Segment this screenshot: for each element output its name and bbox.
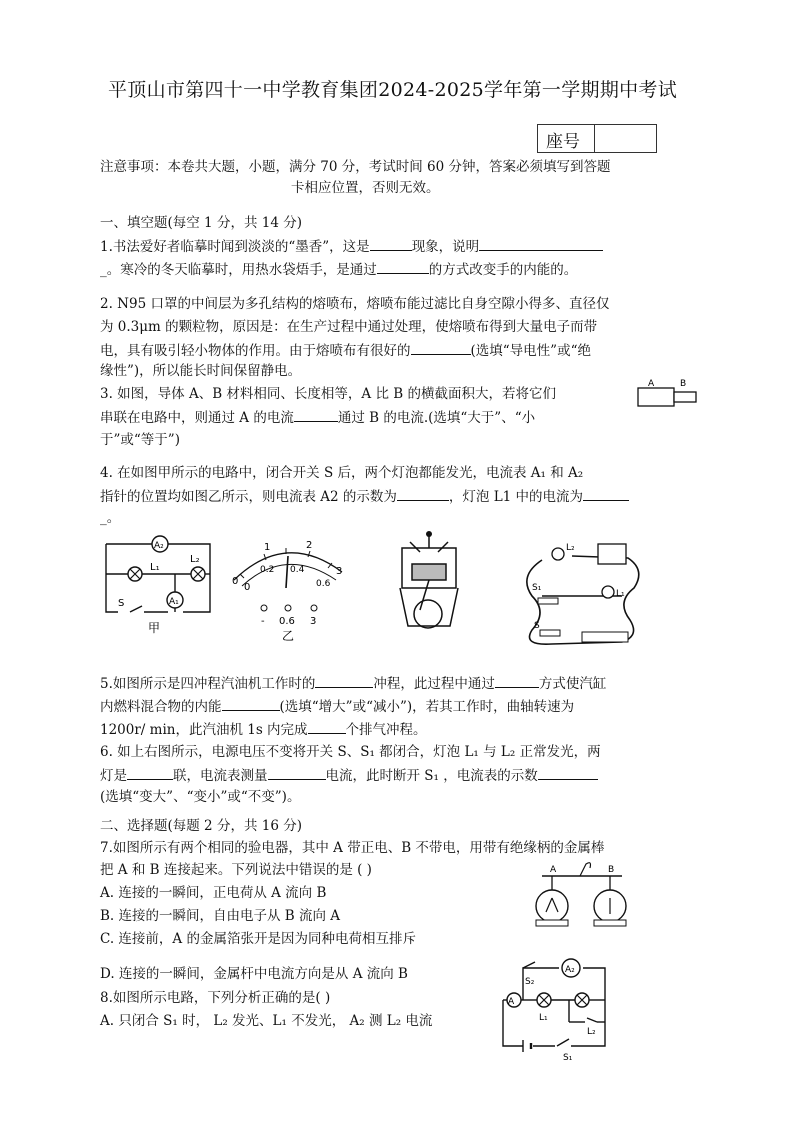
q5-blank-4[interactable]	[308, 719, 346, 734]
figure-yi-caption: 乙	[282, 629, 295, 642]
terminal-06	[285, 605, 291, 611]
real-s-label: S	[534, 621, 540, 631]
q3-line-2	[100, 407, 535, 428]
q1-blank-2[interactable]	[479, 236, 603, 251]
q6-text-a: 灯是	[100, 768, 127, 784]
q2-line-1: 2. N95 口罩的中间层为多孔结构的熔喷布，熔喷布能过滤比自身空隙小得多、直径仅	[100, 296, 610, 312]
q4-blank-2[interactable]	[583, 486, 629, 501]
q5-blank-3[interactable]	[222, 696, 280, 711]
seat-number-box[interactable]	[537, 124, 657, 153]
ammeter-dial-figure	[224, 530, 354, 642]
ammeter-a2-label: A₂	[154, 541, 164, 551]
q3-blank[interactable]	[294, 407, 338, 422]
q8-l1-label: L₁	[539, 1013, 548, 1023]
dial-bottom-04: 0.4	[290, 565, 305, 575]
q5-text-b: 冲程，此过程中通过	[373, 676, 495, 692]
q8-circuit-figure	[493, 954, 613, 1064]
q6-text-b: 联，电流表测量	[173, 768, 268, 784]
q3-line-1: 3. 如图，导体 A、B 材料相同、长度相等，A 比 B 的横截面积大，若将它们	[100, 386, 556, 402]
q7-option-d[interactable]: D. 连接的一瞬间，金属杆中电流方向是从 A 流向 B	[100, 966, 408, 982]
q5-text-a: 5.如图所示是四冲程汽油机工作时的	[100, 676, 316, 692]
q3-text-b: 通过 B 的电流.(选填“大于”、“小	[337, 410, 536, 426]
dial-top-1: 1	[264, 542, 271, 553]
dial-bottom-0: 0	[244, 582, 251, 593]
conductor-b-label: B	[680, 379, 687, 389]
section2-heading: 二、选择题(每题 2 分，共 16 分)	[100, 818, 302, 834]
q4-line-1: 4. 在如图甲所示的电路中，闭合开关 S 后，两个灯泡都能发光，电流表 A₁ 和 A₂	[100, 465, 584, 481]
notice-line-1: 注意事项：本卷共大题，小题，满分 70 分，考试时间 60 分钟，答案必须填写到答题	[100, 159, 611, 175]
q6-blank-3[interactable]	[538, 765, 598, 780]
q4-line-3: _。	[100, 510, 121, 526]
q1-line-2	[100, 259, 577, 280]
conductor-a-label: A	[648, 379, 655, 389]
q5-text-c: 方式使汽缸	[538, 676, 607, 692]
q2-text-b: (选填“导电性”或“绝	[470, 343, 591, 359]
real-battery	[582, 632, 628, 642]
conductor-b-block	[674, 392, 696, 402]
real-ammeter	[598, 544, 626, 564]
q5-blank-2[interactable]	[495, 673, 539, 688]
terminal-neg	[261, 605, 267, 611]
switch-s-label: S	[118, 598, 125, 609]
q8-s2-label: S₂	[525, 977, 535, 987]
q6-blank-1[interactable]	[127, 765, 173, 780]
circuit-jia-figure	[98, 528, 216, 638]
q3-text-a: 串联在电路中，则通过 A 的电流	[100, 410, 294, 426]
q8-switch-s2	[523, 962, 535, 968]
q7-option-b[interactable]: B. 连接的一瞬间，自由电子从 B 流向 A	[100, 908, 341, 924]
q2-line-4: 缘性”)，所以能长时间保留静电。	[100, 363, 302, 379]
q5-line-2	[100, 696, 574, 717]
ammeter-a1-label: A₁	[169, 597, 179, 607]
q1-line-1	[100, 236, 603, 257]
q1-text-a: 1.书法爱好者临摹时闻到淡淡的“墨香”，这是	[100, 239, 370, 255]
figure-jia-caption: 甲	[148, 621, 161, 635]
exhaust-valve	[438, 542, 448, 552]
q5-line-3	[100, 719, 427, 740]
q4-blank-1[interactable]	[397, 486, 449, 501]
q1-text-d: 的方式改变手的内能的。	[428, 262, 578, 278]
q1-blank-3[interactable]	[377, 259, 429, 274]
terminal-06-label: 0.6	[279, 616, 295, 627]
engine-cylinder-figure	[392, 530, 468, 634]
q5-text-f: 1200r/ min，此汽油机 1s 内完成	[100, 722, 308, 738]
q2-blank[interactable]	[411, 340, 471, 355]
dial-bottom-02: 0.2	[260, 565, 275, 575]
q6-line-2	[100, 765, 598, 786]
q1-text-b: 现象，说明	[411, 239, 480, 255]
notice-line-2: 卡相应位置，否则无效。	[291, 180, 440, 196]
real-l2-label: L₂	[566, 543, 575, 553]
q4-text-b: ，灯泡 L1 中的电流为	[448, 489, 584, 505]
q8-a-label: A	[508, 997, 515, 1007]
q7-option-c[interactable]: C. 连接前，A 的金属箔张开是因为同种电荷相互排斥	[100, 931, 416, 947]
real-l1-label: L₁	[616, 589, 625, 599]
real-circuit-figure	[512, 536, 648, 652]
conductor-ab-figure	[636, 376, 700, 410]
electroscope-a	[536, 890, 568, 922]
real-switch-s1	[538, 598, 558, 604]
q7-option-a[interactable]: A. 连接的一瞬间，正电荷从 A 流向 B	[100, 885, 327, 901]
q1-blank-1[interactable]	[370, 236, 412, 251]
q6-line-1: 6. 如上右图所示，电源电压不变将开关 S、S₁ 都闭合，灯泡 L₁ 与 L₂ 正常发光，两	[100, 744, 601, 760]
q5-text-g: 个排气冲程。	[345, 722, 427, 738]
electroscope-b-label: B	[608, 865, 615, 875]
lamp-l1-label: L₁	[150, 562, 160, 573]
q8-option-a[interactable]: A. 只闭合 S₁ 时， L₂ 发光、L₁ 不发光， A₂ 测 L₂ 电流	[100, 1013, 433, 1029]
q5-blank-1[interactable]	[315, 673, 373, 688]
electroscope-a-label: A	[550, 865, 557, 875]
q6-text-c: 电流，此时断开 S₁ ，电流表的示数	[325, 768, 538, 784]
conductor-a-block	[638, 388, 674, 406]
lamp-l2-label: L₂	[190, 554, 200, 565]
q1-text-c: _。寒冷的冬天临摹时，用热水袋焐手，是通过	[100, 262, 377, 278]
q3-line-3: 于”或“等于”)	[100, 432, 180, 448]
terminal-3-label: 3	[310, 616, 317, 627]
electroscopes-figure	[522, 860, 640, 930]
q6-blank-2[interactable]	[268, 765, 326, 780]
dial-top-2: 2	[306, 540, 313, 551]
insulating-handle	[580, 863, 591, 876]
dial-needle	[286, 556, 288, 588]
dial-top-3: 3	[336, 566, 343, 577]
crankshaft	[414, 600, 442, 628]
intake-valve	[410, 542, 420, 552]
q7-line-1: 7.如图所示有两个相同的验电器，其中 A 带正电、B 不带电，用带有绝缘柄的金属棒	[100, 840, 605, 856]
real-switch-s	[540, 630, 560, 636]
q6-line-3: (选填“变大”、“变小”或“不变”)。	[100, 789, 301, 805]
piston	[412, 564, 446, 580]
seat-label: 座号	[546, 132, 580, 152]
q5-text-d: 内燃料混合物的内能	[100, 699, 222, 715]
q8-a2-label: A₂	[565, 965, 575, 975]
real-lamp-l1	[602, 586, 614, 598]
q8-stem: 8.如图所示电路，下列分析正确的是( )	[100, 990, 331, 1006]
real-lamp-l2	[552, 548, 564, 560]
terminal-neg-label: -	[261, 616, 265, 627]
connecting-rod	[420, 580, 429, 610]
q2-line-2: 为 0.3μm 的颗粒物，原因是：在生产过程中通过处理，使熔喷布得到大量电子而带	[100, 319, 598, 335]
q5-line-1	[100, 673, 606, 694]
q8-l2-label: L₂	[587, 1027, 596, 1037]
dial-bottom-06: 0.6	[316, 579, 331, 589]
real-s1-label: S₁	[532, 583, 542, 593]
q4-text-a: 指针的位置均如图乙所示，则电流表 A2 的示数为	[100, 489, 397, 505]
q5-text-e: (选填“增大”或“减小”)，若其工作时，曲轴转速为	[279, 699, 575, 715]
dial-top-0: 0	[232, 576, 239, 587]
q2-text-a: 电，具有吸引轻小物体的作用。由于熔喷布有很好的	[100, 343, 411, 359]
exam-title: 平顶山市第四十一中学教育集团2024-2025学年第一学期期中考试	[108, 79, 678, 101]
seat-box-divider	[594, 125, 595, 152]
q4-line-2	[100, 486, 629, 507]
q2-line-3	[100, 340, 591, 361]
q8-s1-label: S₁	[563, 1053, 573, 1063]
terminal-3	[311, 605, 317, 611]
section1-heading: 一、填空题(每空 1 分，共 14 分)	[100, 215, 302, 231]
q7-line-2: 把 A 和 B 连接起来。下列说法中错误的是 ( )	[100, 862, 372, 878]
